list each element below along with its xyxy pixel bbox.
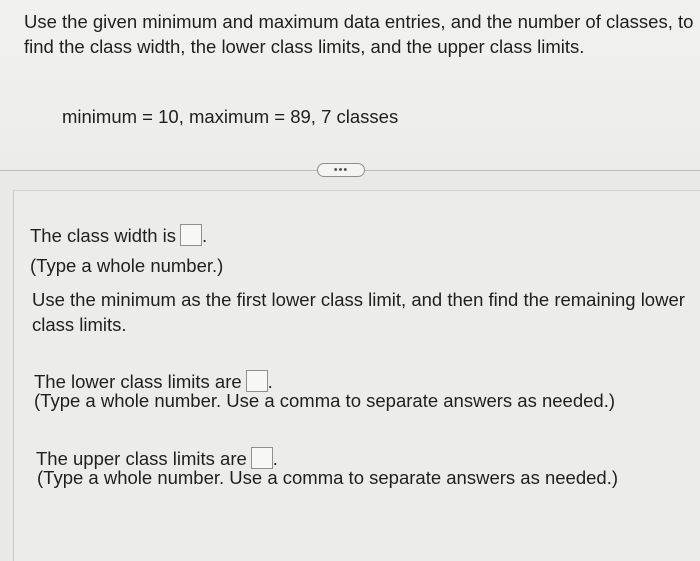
- lower-limits-hint: (Type a whole number. Use a comma to separate answers as needed.): [34, 390, 615, 411]
- class-width-hint: (Type a whole number.): [30, 255, 224, 276]
- class-width-period: .: [202, 225, 208, 246]
- more-button[interactable]: •••: [317, 163, 365, 177]
- upper-limits-prompt: The upper class limits are: [36, 448, 247, 469]
- lower-limits-period: .: [267, 371, 273, 392]
- question-area: [0, 0, 700, 172]
- class-width-row: [30, 223, 207, 248]
- upper-limits-period: .: [272, 448, 278, 469]
- class-width-input[interactable]: [180, 224, 202, 246]
- given-values: minimum = 10, maximum = 89, 7 classes: [62, 106, 399, 127]
- lower-limits-prompt: The lower class limits are: [34, 371, 242, 392]
- question-text: Use the given minimum and maximum data entries, and the number of classes, to find the class width, the lower class limits, and the upper class limits.: [24, 11, 694, 57]
- class-width-prompt: The class width is: [30, 225, 176, 246]
- upper-limits-hint: (Type a whole number. Use a comma to separate answers as needed.): [37, 467, 618, 488]
- instruction-text: Use the minimum as the first lower class limit, and then find the remaining lower class limits.: [32, 289, 685, 335]
